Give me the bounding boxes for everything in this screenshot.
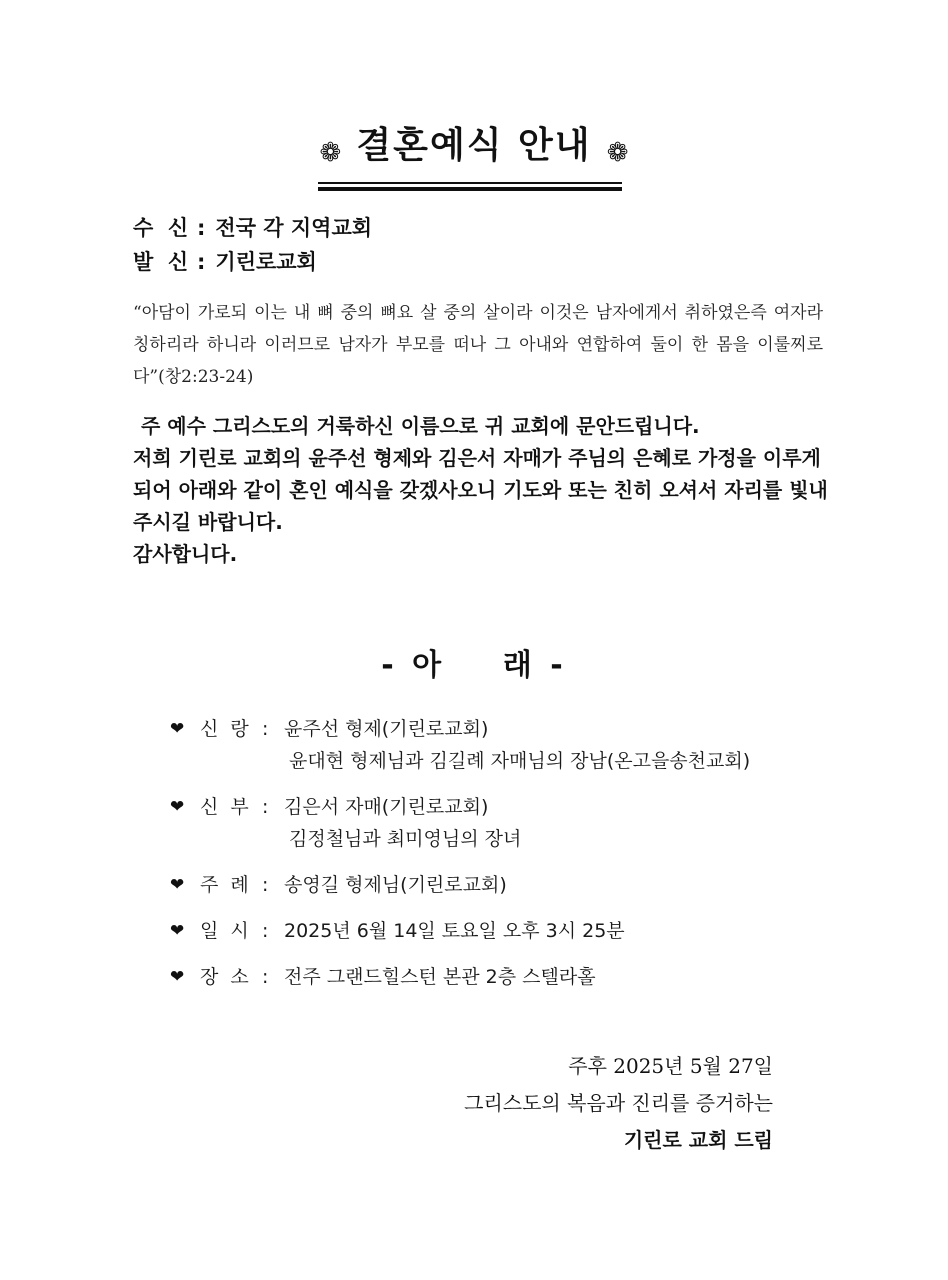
flower-right-icon: ❁ — [606, 137, 629, 168]
detail-label: 주 례 — [200, 874, 249, 896]
closing-block — [464, 1048, 773, 1159]
sender-value: 기린로교회 — [215, 250, 317, 274]
sender-label: 발 신 — [133, 250, 189, 274]
invitation-body — [133, 410, 833, 570]
detail-sub: 김정철님과 최미영님의 장녀 — [289, 828, 522, 850]
detail-value: 윤주선 형제(기린로교회) — [284, 718, 489, 740]
detail-sub: 윤대현 형제님과 김길례 자매님의 장남(온고을송천교회) — [289, 750, 751, 772]
detail-colon: : — [262, 874, 269, 896]
closing-signature: 기린로 교회 드림 — [623, 1128, 773, 1152]
scripture-quote: “아담이 가로되 이는 내 뼈 중의 뼈요 살 중의 살이라 이것은 남자에게서 취하였은즉 여자라 칭하리라 하니라 이러므로 남자가 부모를 떠나 그 아내와 연합하여 둘이 한 몸을 이룰찌로다”(창2:23-24) — [133, 303, 823, 387]
heart-icon: ❤ — [170, 875, 185, 895]
greeting-line: 주 예수 그리스도의 거룩하신 이름으로 귀 교회에 문안드립니다. — [141, 414, 700, 438]
title-block — [0, 118, 948, 174]
detail-colon: : — [262, 966, 269, 988]
thanks-line: 감사합니다. — [133, 542, 238, 566]
section-header: - 아 래 - — [381, 648, 567, 683]
detail-colon: : — [262, 718, 269, 740]
flower-left-icon: ❁ — [319, 137, 342, 168]
closing-line: 그리스도의 복음과 진리를 증거하는 — [464, 1091, 773, 1115]
details-list — [170, 713, 850, 1007]
detail-value: 송영길 형제님(기린로교회) — [284, 874, 507, 896]
sender-colon: : — [197, 250, 206, 274]
detail-bride — [170, 791, 850, 855]
detail-colon: : — [262, 796, 269, 818]
detail-venue — [170, 961, 850, 993]
closing-date: 주후 2025년 5월 27일 — [568, 1054, 773, 1078]
detail-datetime — [170, 915, 850, 947]
detail-label: 일 시 — [200, 920, 249, 942]
recipient-colon: : — [197, 216, 206, 240]
heart-icon: ❤ — [170, 921, 185, 941]
document-title: 결혼예식 안내 — [356, 125, 592, 166]
detail-officiant — [170, 869, 850, 901]
detail-label: 신 랑 — [200, 718, 249, 740]
recipient-label: 수 신 — [133, 216, 189, 240]
invitation-paragraph: 저희 기린로 교회의 윤주선 형제와 김은서 자매가 주님의 은혜로 가정을 이루게 되어 아래와 같이 혼인 예식을 갖겠사오니 기도와 또는 친히 오셔서 자리를 빛내주시길 바랍니다. — [133, 446, 828, 534]
detail-groom — [170, 713, 850, 777]
recipient-value: 전국 각 지역교회 — [215, 216, 373, 240]
heart-icon: ❤ — [170, 719, 185, 739]
detail-value: 전주 그랜드힐스턴 본관 2층 스텔라홀 — [284, 966, 596, 988]
recipient-line — [133, 212, 372, 242]
heart-icon: ❤ — [170, 797, 185, 817]
sender-line — [133, 246, 317, 276]
detail-label: 장 소 — [200, 966, 249, 988]
detail-value: 김은서 자매(기린로교회) — [284, 796, 489, 818]
detail-label: 신 부 — [200, 796, 249, 818]
title-double-rule — [318, 182, 622, 191]
heart-icon: ❤ — [170, 967, 185, 987]
detail-colon: : — [262, 920, 269, 942]
detail-value: 2025년 6월 14일 토요일 오후 3시 25분 — [284, 920, 625, 942]
